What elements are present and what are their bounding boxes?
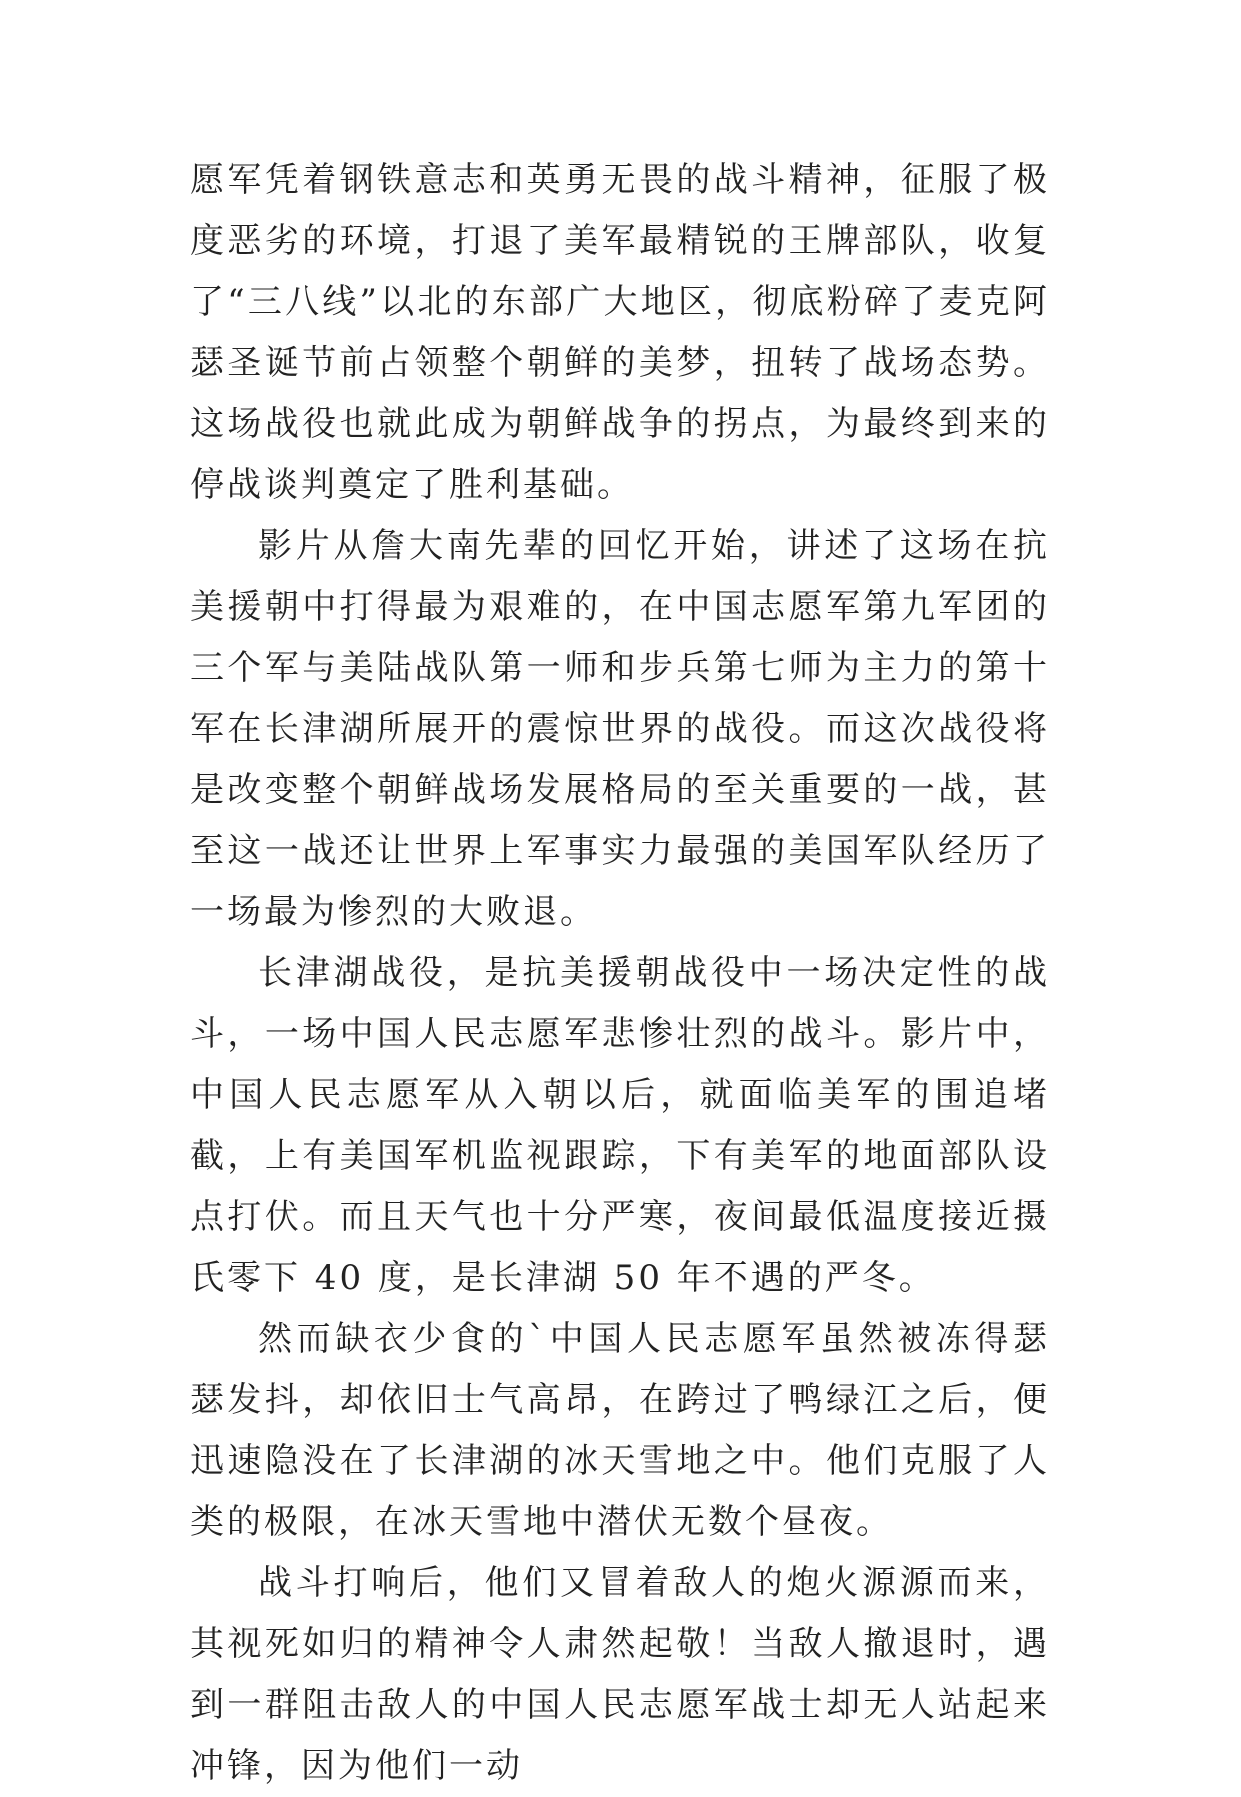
paragraph-4: 然而缺衣少食的`中国人民志愿军虽然被冻得瑟瑟发抖，却依旧士气高昂，在跨过了鸭绿江之后，便迅速隐没在了长津湖的冰天雪地之中。他们克服了人类的极限，在冰天雪地中潜伏无数个昼夜。 [190, 1319, 1050, 1542]
paragraph-2: 影片从詹大南先辈的回忆开始，讲述了这场在抗美援朝中打得最为艰难的，在中国志愿军第九军团的三个军与美陆战队第一师和步兵第七师为主力的第十军在长津湖所展开的震惊世界的战役。而这次战役将是改变整个朝鲜战场发展格局的至关重要的一战，甚至这一战还让世界上军事实力最强的美国军队经历了一场最为惨烈的大败退。 [190, 526, 1050, 932]
paragraph-3: 长津湖战役，是抗美援朝战役中一场决定性的战斗，一场中国人民志愿军悲惨壮烈的战斗。影片中，中国人民志愿军从入朝以后，就面临美军的围追堵截，上有美国军机监视跟踪，下有美军的地面部队设点打伏。而且天气也十分严寒，夜间最低温度接近摄氏零下 40 度，是长津湖 50 年不遇的严冬。 [190, 953, 1050, 1298]
paragraph-1: 愿军凭着钢铁意志和英勇无畏的战斗精神，征服了极度恶劣的环境，打退了美军最精锐的王牌部队，收复了“三八线”以北的东部广大地区，彻底粉碎了麦克阿瑟圣诞节前占领整个朝鲜的美梦，扭转了战场态势。这场战役也就此成为朝鲜战争的拐点，为最终到来的停战谈判奠定了胜利基础。 [190, 160, 1050, 505]
paragraph-5: 战斗打响后，他们又冒着敌人的炮火源源而来，其视死如归的精神令人肃然起敬！当敌人撤退时，遇到一群阻击敌人的中国人民志愿军战士却无人站起来冲锋，因为他们一动 [190, 1563, 1050, 1786]
document-body [190, 150, 1050, 1797]
